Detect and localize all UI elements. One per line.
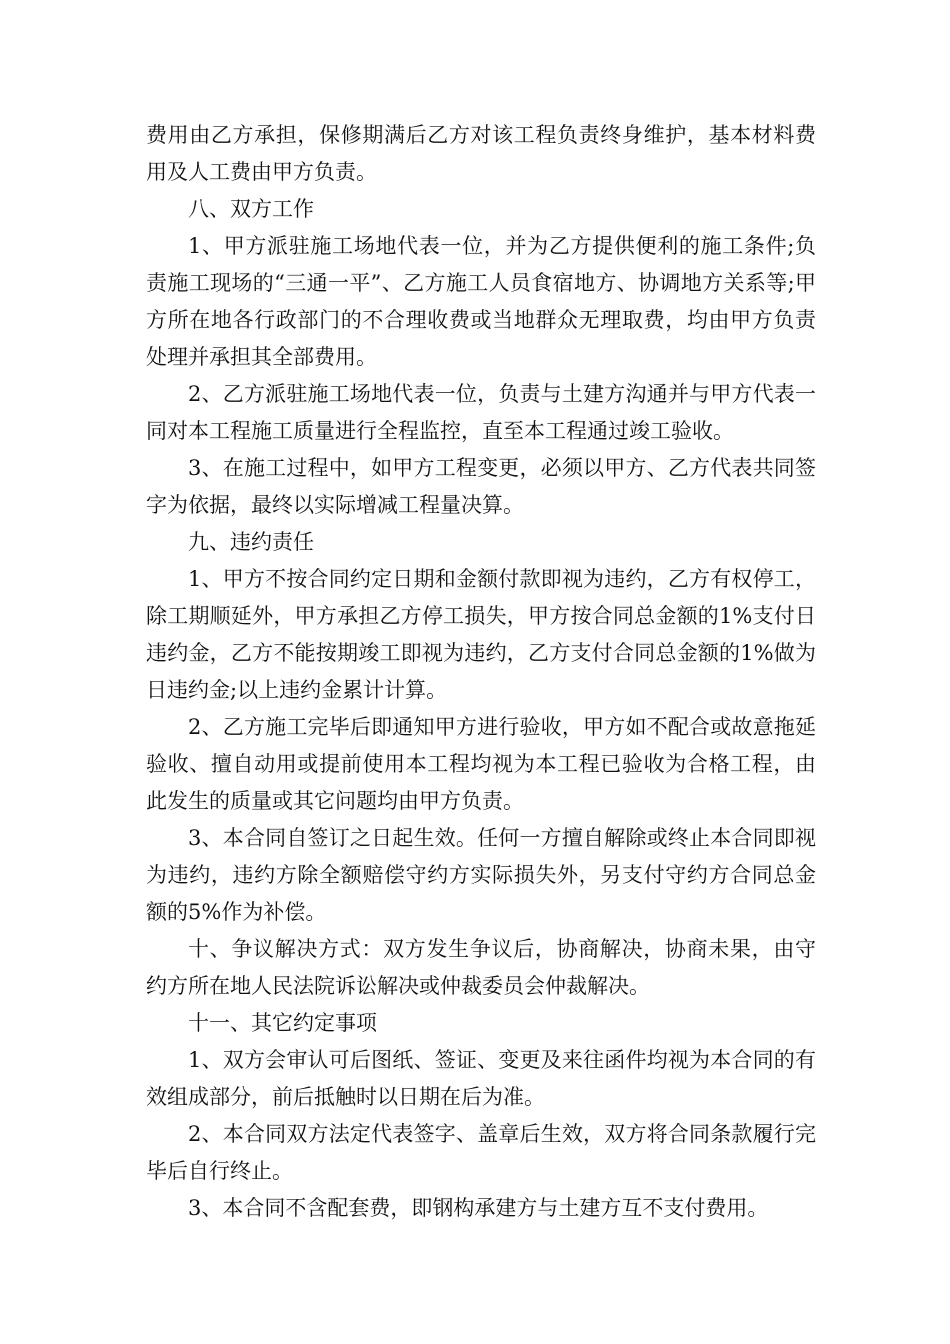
paragraph-8-1: 1、甲方派驻施工场地代表一位，并为乙方提供便利的施工条件;负责施工现场的“三通一平”、乙方施工人员食宿地方、协调地方关系等;甲方所在地各行政部门的不合理收费或当地群众无理取费，均由甲方负责处理并承担其全部费用。: [146, 234, 816, 369]
paragraph-8-2: 2、乙方派驻施工场地代表一位，负责与土建方沟通并与甲方代表一同对本工程施工质量进行全程监控，直至本工程通过竣工验收。: [146, 382, 816, 443]
section-heading-9: 九、违约责任: [188, 530, 314, 554]
paragraph-9-1: 1、甲方不按合同约定日期和金额付款即视为违约，乙方有权停工，除工期顺延外，甲方承担乙方停工损失，甲方按合同总金额的1%支付日违约金，乙方不能按期竣工即视为违约，乙方支付合同总金额的1%做为日违约金;以上违约金累计计算。: [146, 567, 816, 702]
paragraph-9-3: 3、本合同自签订之日起生效。任何一方擅自解除或终止本合同即视为违约，违约方除全额赔偿守约方实际损失外，另支付守约方合同总金额的5%作为补偿。: [146, 826, 816, 924]
paragraph-8-3: 3、在施工过程中，如甲方工程变更，必须以甲方、乙方代表共同签字为依据，最终以实际增减工程量决算。: [146, 456, 816, 517]
paragraph-11-1: 1、双方会审认可后图纸、签证、变更及来往函件均视为本合同的有效组成部分，前后抵触时以日期在后为准。: [146, 1048, 816, 1109]
section-heading-8: 八、双方工作: [188, 197, 314, 221]
section-10-dispute: 十、争议解决方式：双方发生争议后，协商解决，协商未果，由守约方所在地人民法院诉讼解决或仲裁委员会仲裁解决。: [146, 937, 816, 998]
paragraph-9-2: 2、乙方施工完毕后即通知甲方进行验收，甲方如不配合或故意拖延验收、擅自动用或提前使用本工程均视为本工程已验收为合格工程，由此发生的质量或其它问题均由甲方负责。: [146, 715, 816, 813]
paragraph-11-3: 3、本合同不含配套费，即钢构承建方与土建方互不支付费用。: [188, 1196, 769, 1220]
section-heading-11: 十一、其它约定事项: [188, 1011, 377, 1035]
document-body: [146, 117, 816, 1227]
paragraph-continuation: 费用由乙方承担，保修期满后乙方对该工程负责终身维护，基本材料费用及人工费由甲方负责。: [146, 123, 816, 184]
paragraph-11-2: 2、本合同双方法定代表签字、盖章后生效，双方将合同条款履行完毕后自行终止。: [146, 1122, 816, 1183]
